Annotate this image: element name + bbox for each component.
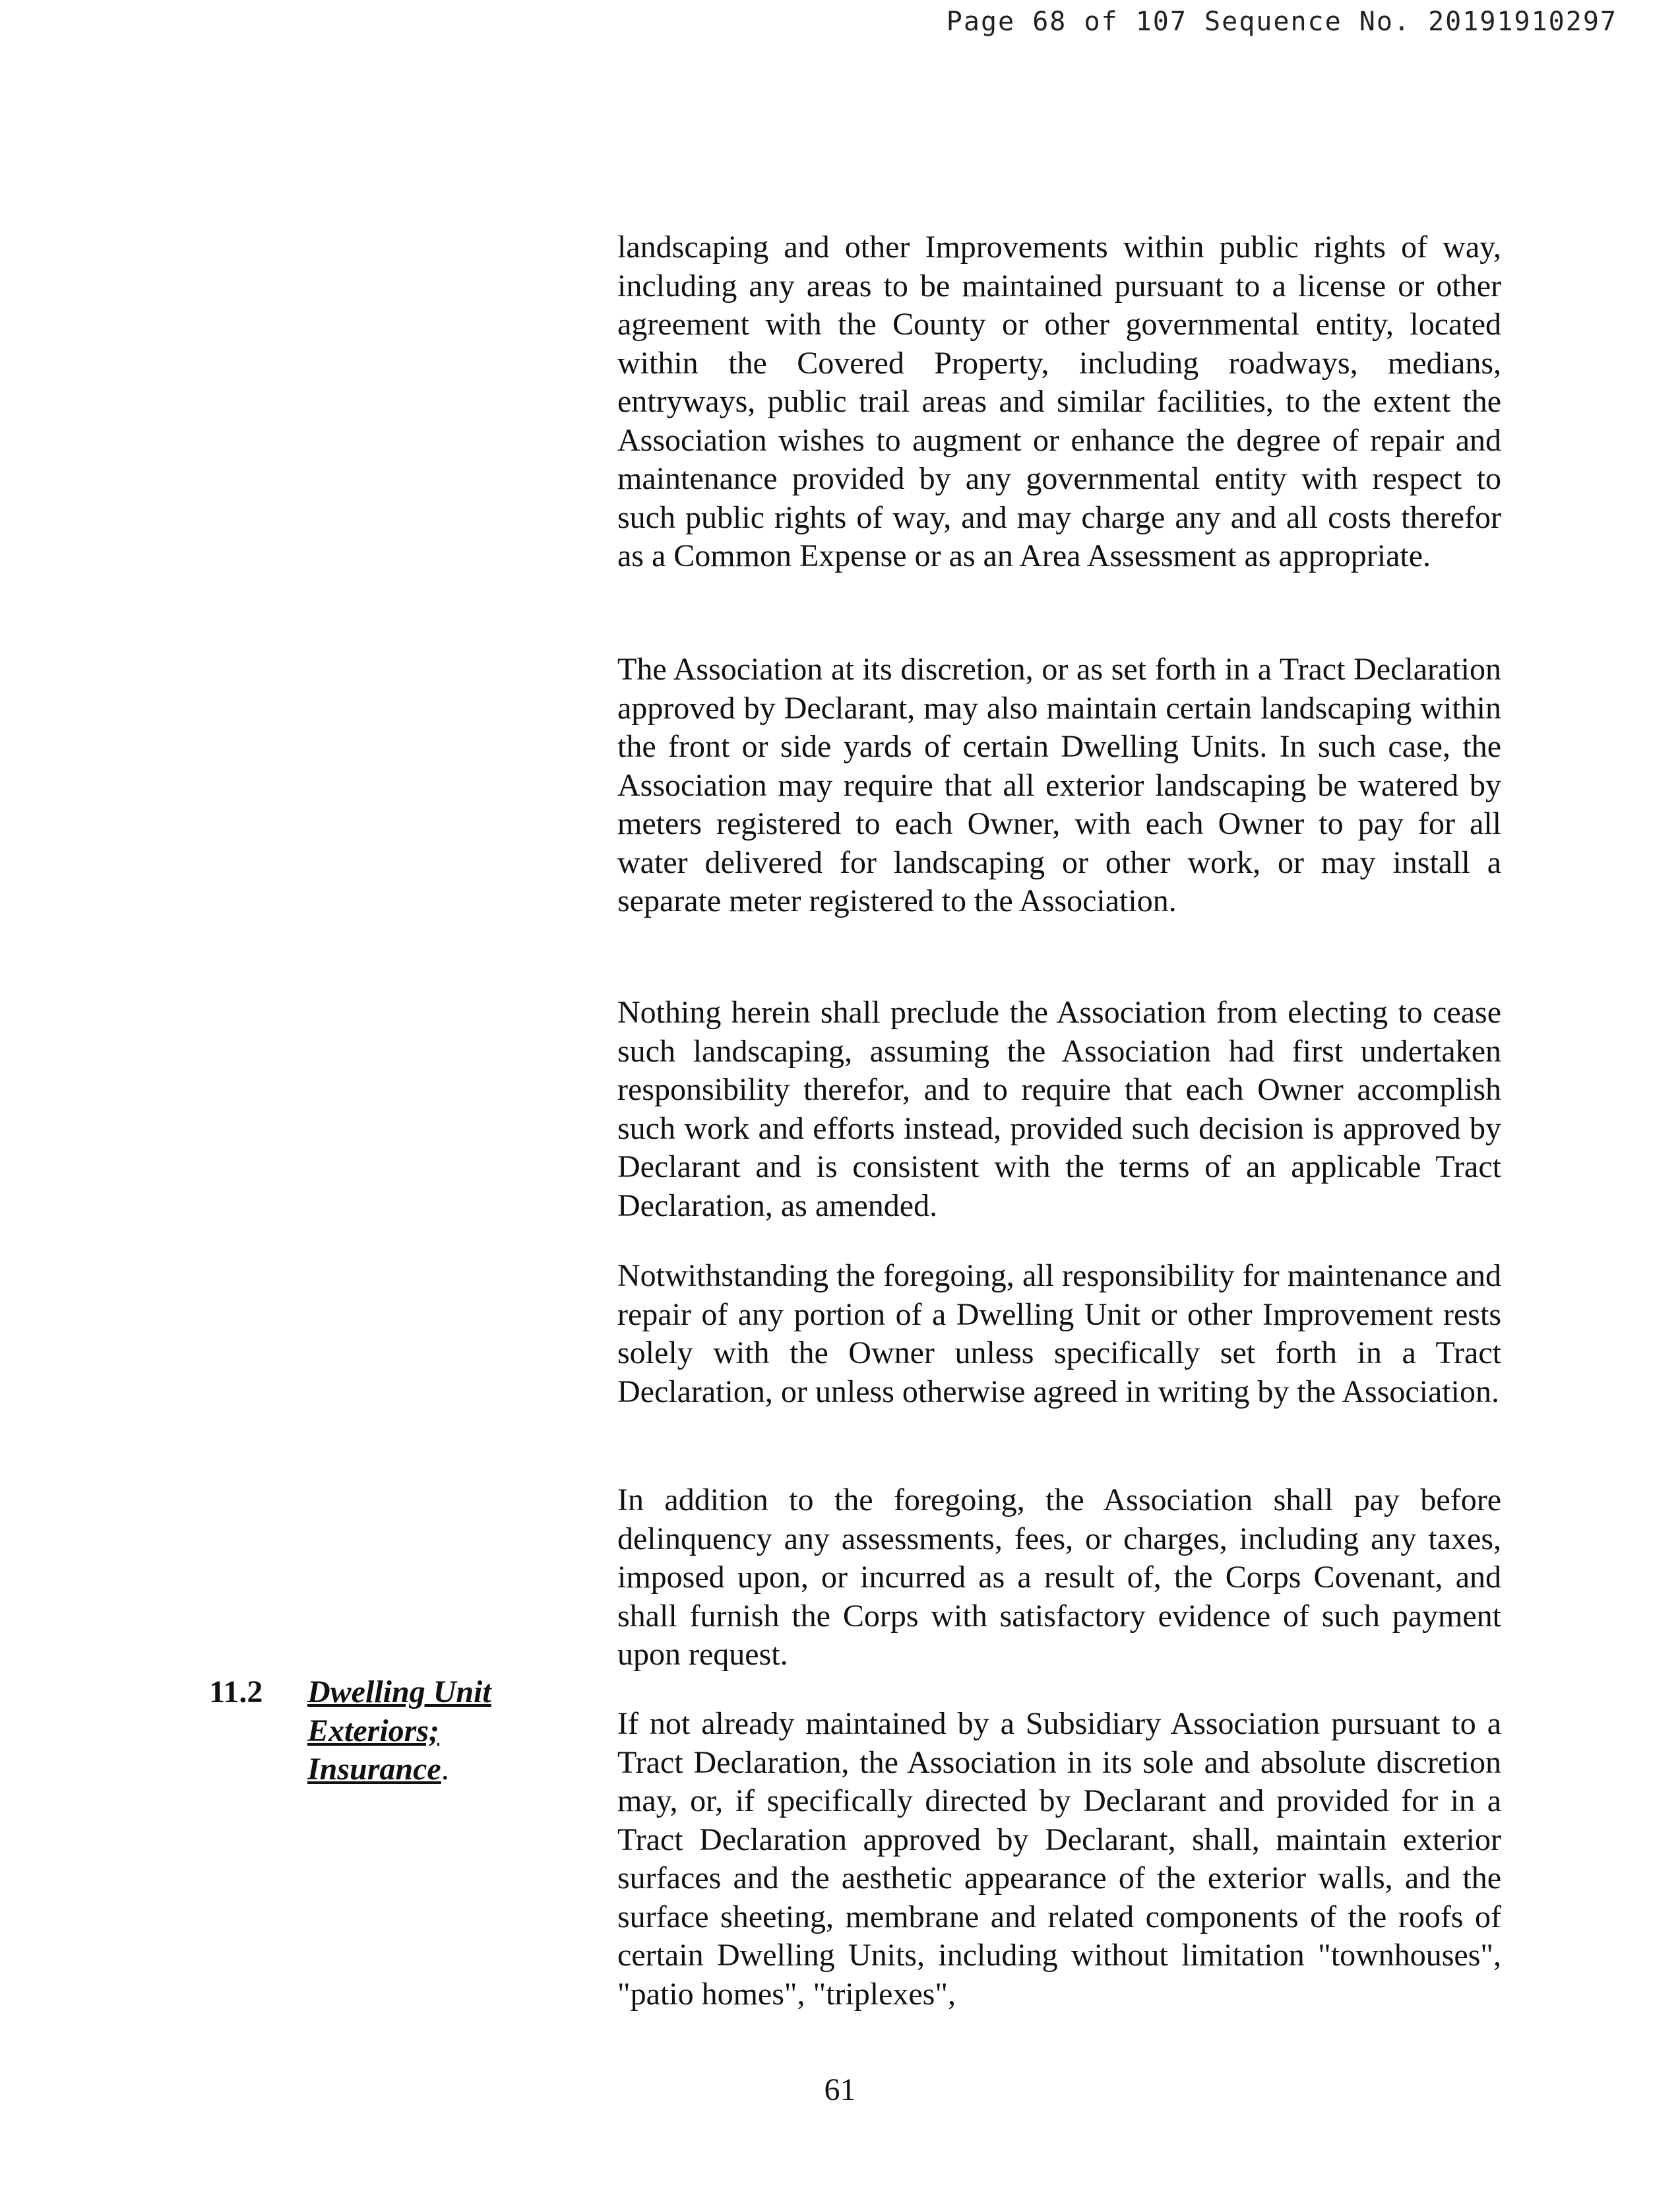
paragraph-corps-covenant: In addition to the foregoing, the Association shall pay before delinquency any assessments, fees, or charges, including any taxes, imposed upon, or incurred as a result of, the Corps Covenant, and shall furnish the Corps with satisfactory evidence of such payment upon request.: [617, 1482, 1501, 1672]
section-number: 11.2: [209, 1674, 263, 1709]
paragraph-landscaping-rights-of-way: landscaping and other Improvements within public rights of way, including any areas to be maintained pursuant to a license or other agreement with the County or other governmental entity, located within the Covered Property, including roadways, medians, entryways, public trail areas and similar facilities, to the extent the Association wishes to augment or enhance the degree of repair and maintenance provided by any governmental entity with respect to such public rights of way, and may charge any and all costs therefor as a Common Expense or as an Area Assessment as appropriate.: [617, 230, 1501, 573]
section-title-line1: Dwelling Unit: [307, 1674, 491, 1709]
section-title-period: .: [441, 1752, 449, 1787]
page-number: 61: [824, 2072, 856, 2107]
section-title-line2: Exteriors;: [307, 1713, 440, 1748]
section-title-line3: Insurance: [307, 1752, 441, 1787]
page-header: Page 68 of 107 Sequence No. 20191910297: [946, 7, 1617, 37]
paragraph-front-side-yards: The Association at its discretion, or as set forth in a Tract Declaration approved by Declarant, may also maintain certain landscaping within the front or side yards of certain Dwelling Units. In such case, the Association may require that all exterior landscaping be watered by meters registered to each Owner, with each Owner to pay for all water delivered for landscaping or other work, or may install a separate meter registered to the Association.: [617, 652, 1501, 918]
section-title: [307, 1673, 571, 1789]
paragraph-owner-responsibility: Notwithstanding the foregoing, all responsibility for maintenance and repair of any portion of a Dwelling Unit or other Improvement rests solely with the Owner unless specifically set forth in a Tract Declaration, or unless otherwise agreed in writing by the Association.: [617, 1258, 1501, 1409]
paragraph-dwelling-unit-exteriors: If not already maintained by a Subsidiary Association pursuant to a Tract Declaration, the Association in its sole and absolute discretion may, or, if specifically directed by Declarant and provided for in a Tract Declaration approved by Declarant, shall, maintain exterior surfaces and the aesthetic appearance of the exterior walls, and the surface sheeting, membrane and related components of the roofs of certain Dwelling Units, including without limitation "townhouses", "patio homes", "triplexes",: [617, 1706, 1501, 2012]
paragraph-cease-landscaping: Nothing herein shall preclude the Association from electing to cease such landscaping, assuming the Association had first undertaken responsibility therefor, and to require that each Owner accomplish such work and efforts instead, provided such decision is approved by Declarant and is consistent with the terms of an applicable Tract Declaration, as amended.: [617, 995, 1501, 1223]
